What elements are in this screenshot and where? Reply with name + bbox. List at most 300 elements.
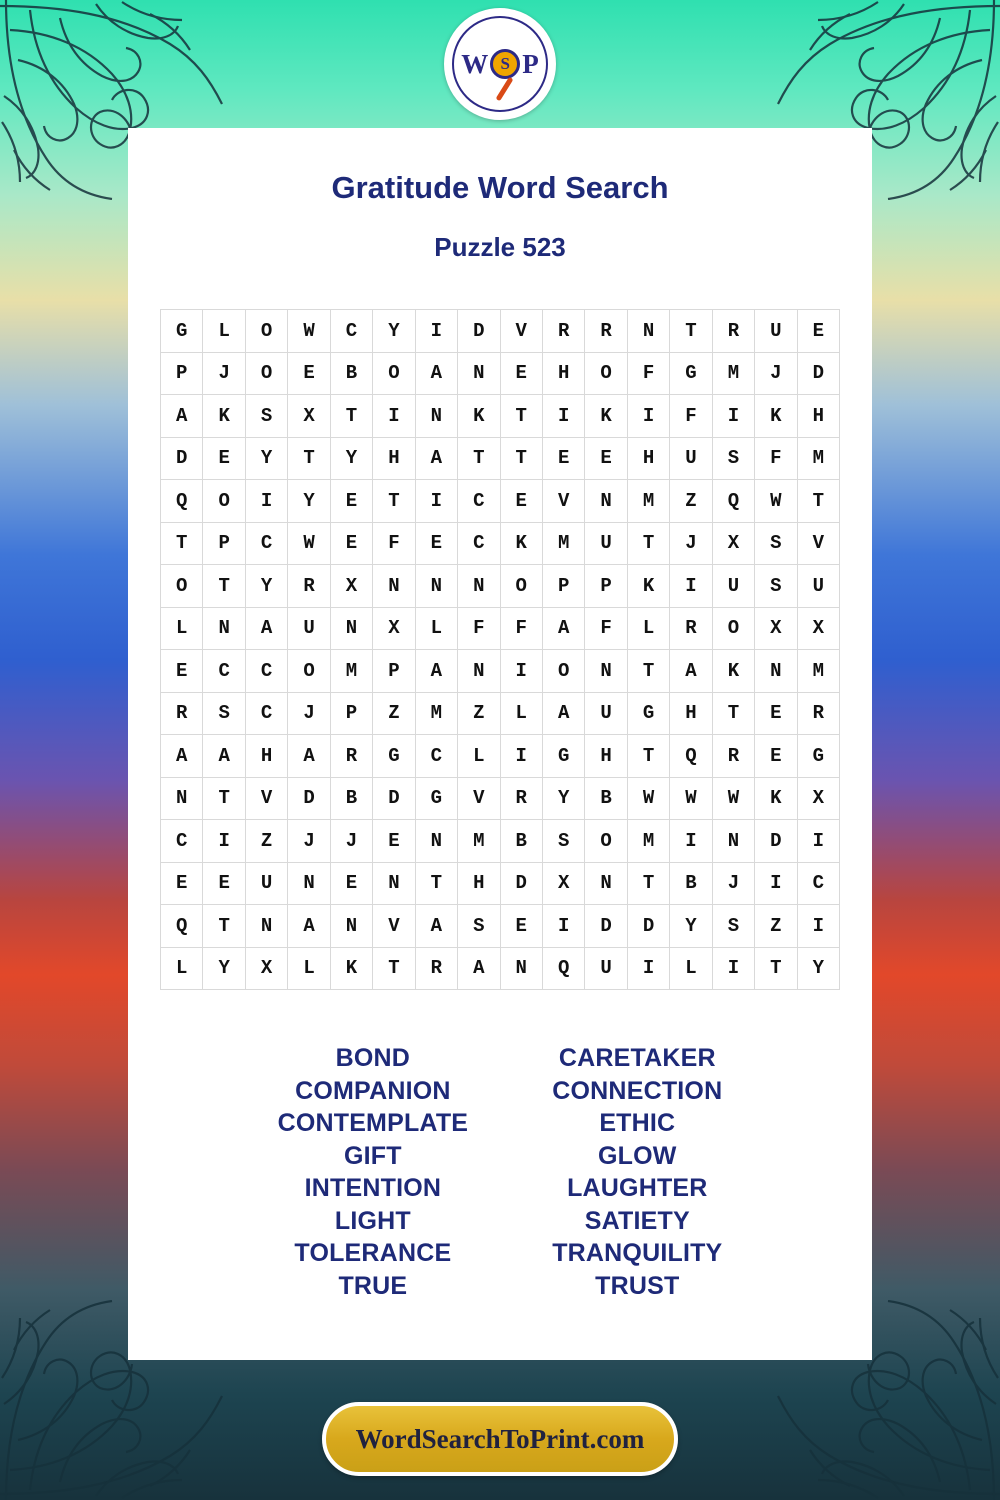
grid-cell[interactable]: D <box>500 862 542 905</box>
grid-cell[interactable]: R <box>585 310 627 353</box>
grid-cell[interactable]: I <box>203 820 245 863</box>
grid-cell[interactable]: N <box>415 395 457 438</box>
grid-cell[interactable]: M <box>415 692 457 735</box>
grid-cell[interactable]: E <box>203 862 245 905</box>
grid-cell[interactable]: N <box>627 310 669 353</box>
grid-cell[interactable]: I <box>627 947 669 990</box>
grid-cell[interactable]: G <box>415 777 457 820</box>
grid-cell[interactable]: T <box>203 905 245 948</box>
grid-cell[interactable]: I <box>500 735 542 778</box>
grid-cell[interactable]: X <box>288 395 330 438</box>
grid-cell[interactable]: T <box>627 650 669 693</box>
grid-cell[interactable]: D <box>288 777 330 820</box>
grid-cell[interactable]: V <box>797 522 839 565</box>
word-search-grid <box>160 309 840 990</box>
grid-cell[interactable]: E <box>330 862 372 905</box>
word-list-item[interactable]: LIGHT <box>334 1206 411 1235</box>
grid-cell[interactable]: G <box>627 692 669 735</box>
grid-cell[interactable]: M <box>797 650 839 693</box>
grid-cell[interactable]: W <box>755 480 797 523</box>
grid-cell[interactable]: C <box>245 650 287 693</box>
grid-cell[interactable]: P <box>330 692 372 735</box>
grid-cell[interactable]: H <box>542 352 584 395</box>
grid-cell[interactable]: L <box>500 692 542 735</box>
grid-cell[interactable]: A <box>458 947 500 990</box>
grid-cell[interactable]: X <box>373 607 415 650</box>
grid-cell[interactable]: U <box>670 437 712 480</box>
grid-cell[interactable]: U <box>585 947 627 990</box>
grid-cell[interactable]: P <box>203 522 245 565</box>
grid-cell[interactable]: B <box>500 820 542 863</box>
grid-cell[interactable]: F <box>500 607 542 650</box>
grid-cell[interactable]: X <box>797 607 839 650</box>
grid-cell[interactable]: A <box>161 395 203 438</box>
grid-cell[interactable]: T <box>627 522 669 565</box>
grid-cell[interactable]: T <box>500 395 542 438</box>
grid-cell[interactable]: I <box>373 395 415 438</box>
grid-cell[interactable]: K <box>458 395 500 438</box>
grid-cell[interactable]: X <box>542 862 584 905</box>
grid-cell[interactable]: L <box>415 607 457 650</box>
grid-cell[interactable]: V <box>245 777 287 820</box>
grid-cell[interactable]: R <box>330 735 372 778</box>
website-badge[interactable] <box>322 1402 678 1476</box>
grid-cell[interactable]: A <box>288 735 330 778</box>
grid-cell[interactable]: M <box>627 820 669 863</box>
grid-cell[interactable]: H <box>585 735 627 778</box>
grid-cell[interactable]: E <box>288 352 330 395</box>
grid-cell[interactable]: T <box>627 862 669 905</box>
grid-cell[interactable]: I <box>755 862 797 905</box>
grid-cell[interactable]: B <box>585 777 627 820</box>
grid-cell[interactable]: V <box>458 777 500 820</box>
grid-cell[interactable]: X <box>797 777 839 820</box>
grid-cell[interactable]: R <box>500 777 542 820</box>
grid-cell[interactable]: U <box>712 565 754 608</box>
grid-cell[interactable]: H <box>627 437 669 480</box>
grid-cell[interactable]: Y <box>373 310 415 353</box>
grid-cell[interactable]: I <box>500 650 542 693</box>
grid-cell[interactable]: C <box>415 735 457 778</box>
grid-cell[interactable]: L <box>161 947 203 990</box>
grid-cell[interactable]: M <box>712 352 754 395</box>
grid-cell[interactable]: E <box>203 437 245 480</box>
grid-cell[interactable]: J <box>288 692 330 735</box>
grid-cell[interactable]: E <box>755 692 797 735</box>
grid-row <box>161 395 840 438</box>
grid-cell[interactable]: T <box>288 437 330 480</box>
grid-cell[interactable]: L <box>670 947 712 990</box>
word-list-item[interactable]: TRANQUILITY <box>552 1239 723 1267</box>
grid-cell[interactable]: Q <box>161 480 203 523</box>
grid-cell[interactable]: A <box>415 352 457 395</box>
grid-cell[interactable]: C <box>330 310 372 353</box>
word-list-item[interactable]: SATIETY <box>584 1206 690 1235</box>
grid-cell[interactable]: T <box>755 947 797 990</box>
grid-cell[interactable]: N <box>585 480 627 523</box>
grid-cell[interactable]: T <box>627 735 669 778</box>
word-list-item[interactable]: GIFT <box>344 1141 402 1170</box>
grid-cell[interactable]: T <box>670 310 712 353</box>
grid-cell[interactable]: X <box>330 565 372 608</box>
grid-cell[interactable]: L <box>161 607 203 650</box>
grid-cell[interactable]: Y <box>245 565 287 608</box>
grid-cell[interactable]: G <box>797 735 839 778</box>
grid-cell[interactable]: P <box>542 565 584 608</box>
word-list-item[interactable]: TRUE <box>338 1271 408 1300</box>
grid-cell[interactable]: E <box>500 480 542 523</box>
grid-cell[interactable]: E <box>330 480 372 523</box>
grid-cell[interactable]: S <box>458 905 500 948</box>
grid-cell[interactable]: R <box>797 692 839 735</box>
grid-cell[interactable]: U <box>755 310 797 353</box>
grid-cell[interactable]: R <box>712 310 754 353</box>
grid-row <box>161 650 840 693</box>
grid-cell[interactable]: N <box>458 352 500 395</box>
grid-cell[interactable]: X <box>245 947 287 990</box>
grid-cell[interactable]: A <box>542 692 584 735</box>
grid-cell[interactable]: C <box>797 862 839 905</box>
grid-cell[interactable]: L <box>458 735 500 778</box>
grid-cell[interactable]: C <box>161 820 203 863</box>
grid-cell[interactable]: E <box>797 310 839 353</box>
grid-cell[interactable]: Q <box>161 905 203 948</box>
magnifier-icon <box>490 49 520 79</box>
grid-cell[interactable]: M <box>797 437 839 480</box>
grid-cell[interactable]: E <box>373 820 415 863</box>
word-list-item[interactable]: CONTEMPLATE <box>277 1109 469 1137</box>
grid-cell[interactable]: V <box>500 310 542 353</box>
grid-cell[interactable]: O <box>712 607 754 650</box>
grid-row <box>161 565 840 608</box>
grid-cell[interactable]: N <box>755 650 797 693</box>
grid-cell[interactable]: I <box>415 480 457 523</box>
grid-cell[interactable]: A <box>415 437 457 480</box>
grid-cell[interactable]: T <box>373 947 415 990</box>
word-list-item[interactable]: BOND <box>335 1044 411 1072</box>
grid-cell[interactable]: E <box>500 352 542 395</box>
grid-cell[interactable]: V <box>373 905 415 948</box>
word-list-column-right <box>552 1042 722 1302</box>
grid-cell[interactable]: W <box>288 310 330 353</box>
grid-cell[interactable]: K <box>585 395 627 438</box>
grid-row <box>161 692 840 735</box>
grid-cell[interactable]: P <box>373 650 415 693</box>
magnifier-handle-icon <box>495 77 513 102</box>
grid-cell[interactable]: J <box>670 522 712 565</box>
grid-cell[interactable]: B <box>670 862 712 905</box>
grid-cell[interactable]: M <box>458 820 500 863</box>
grid-cell[interactable]: M <box>542 522 584 565</box>
grid-cell[interactable]: X <box>712 522 754 565</box>
grid-cell[interactable]: N <box>203 607 245 650</box>
grid-cell[interactable]: G <box>373 735 415 778</box>
grid-cell[interactable]: S <box>203 692 245 735</box>
grid-cell[interactable]: H <box>245 735 287 778</box>
word-list-item[interactable]: TOLERANCE <box>294 1239 452 1267</box>
logo-letter-p: P <box>522 48 539 79</box>
grid-cell[interactable]: E <box>161 650 203 693</box>
grid-cell[interactable]: J <box>755 352 797 395</box>
grid-row <box>161 947 840 990</box>
grid-cell[interactable]: T <box>330 395 372 438</box>
grid-cell[interactable]: K <box>203 395 245 438</box>
grid-cell[interactable]: T <box>373 480 415 523</box>
grid-cell[interactable]: A <box>670 650 712 693</box>
grid-cell[interactable]: S <box>712 905 754 948</box>
grid-cell[interactable]: W <box>712 777 754 820</box>
grid-cell[interactable]: R <box>542 310 584 353</box>
grid-cell[interactable]: H <box>797 395 839 438</box>
grid-cell[interactable]: D <box>627 905 669 948</box>
grid-cell[interactable]: S <box>755 522 797 565</box>
word-list <box>128 1042 872 1302</box>
word-list-item[interactable]: ETHIC <box>599 1109 676 1137</box>
grid-cell[interactable]: S <box>542 820 584 863</box>
grid-cell[interactable]: R <box>712 735 754 778</box>
grid-cell[interactable]: H <box>373 437 415 480</box>
grid-cell[interactable]: T <box>161 522 203 565</box>
grid-cell[interactable]: Y <box>670 905 712 948</box>
grid-cell[interactable]: I <box>712 395 754 438</box>
grid-cell[interactable]: N <box>585 862 627 905</box>
grid-cell[interactable]: Y <box>797 947 839 990</box>
grid-cell[interactable]: A <box>415 650 457 693</box>
grid-cell[interactable]: K <box>627 565 669 608</box>
grid-row <box>161 310 840 353</box>
logo-circle <box>452 16 548 112</box>
grid-cell[interactable]: T <box>203 777 245 820</box>
grid-cell[interactable]: U <box>585 522 627 565</box>
grid-cell[interactable]: N <box>585 650 627 693</box>
grid-cell[interactable]: I <box>797 905 839 948</box>
grid-cell[interactable]: W <box>627 777 669 820</box>
word-list-item[interactable]: LAUGHTER <box>567 1174 708 1202</box>
grid-cell[interactable]: B <box>330 352 372 395</box>
grid-cell[interactable]: Y <box>330 437 372 480</box>
grid-cell[interactable]: N <box>330 905 372 948</box>
grid-cell[interactable]: K <box>330 947 372 990</box>
grid-cell[interactable]: K <box>755 777 797 820</box>
grid-cell[interactable]: F <box>458 607 500 650</box>
grid-cell[interactable]: A <box>245 607 287 650</box>
grid-cell[interactable]: T <box>712 692 754 735</box>
grid-cell[interactable]: D <box>755 820 797 863</box>
grid-cell[interactable]: G <box>161 310 203 353</box>
grid-cell[interactable]: K <box>712 650 754 693</box>
grid-cell[interactable]: T <box>203 565 245 608</box>
grid-cell[interactable]: N <box>458 650 500 693</box>
grid-cell[interactable]: O <box>373 352 415 395</box>
grid-cell[interactable]: O <box>245 352 287 395</box>
grid-cell[interactable]: K <box>500 522 542 565</box>
grid-cell[interactable]: E <box>330 522 372 565</box>
grid-cell[interactable]: R <box>670 607 712 650</box>
grid-cell[interactable]: F <box>627 352 669 395</box>
grid-cell[interactable]: L <box>288 947 330 990</box>
grid-cell[interactable]: I <box>670 820 712 863</box>
grid-cell[interactable]: U <box>288 607 330 650</box>
letter-grid-table <box>160 309 840 990</box>
grid-cell[interactable]: H <box>458 862 500 905</box>
grid-cell[interactable]: O <box>203 480 245 523</box>
grid-cell[interactable]: M <box>627 480 669 523</box>
grid-cell[interactable]: N <box>288 862 330 905</box>
grid-cell[interactable]: N <box>458 565 500 608</box>
grid-cell[interactable]: P <box>161 352 203 395</box>
grid-cell[interactable]: N <box>712 820 754 863</box>
grid-cell[interactable]: H <box>670 692 712 735</box>
grid-cell[interactable]: J <box>288 820 330 863</box>
grid-cell[interactable]: I <box>627 395 669 438</box>
grid-cell[interactable]: X <box>755 607 797 650</box>
grid-cell[interactable]: D <box>458 310 500 353</box>
grid-cell[interactable]: Z <box>670 480 712 523</box>
grid-cell[interactable]: Y <box>288 480 330 523</box>
grid-cell[interactable]: G <box>670 352 712 395</box>
grid-cell[interactable]: F <box>373 522 415 565</box>
grid-cell[interactable]: U <box>585 692 627 735</box>
grid-cell[interactable]: N <box>500 947 542 990</box>
grid-cell[interactable]: Z <box>458 692 500 735</box>
grid-cell[interactable]: F <box>585 607 627 650</box>
grid-row <box>161 480 840 523</box>
grid-cell[interactable]: L <box>203 310 245 353</box>
grid-row <box>161 905 840 948</box>
grid-cell[interactable]: O <box>542 650 584 693</box>
grid-cell[interactable]: I <box>712 947 754 990</box>
grid-cell[interactable]: J <box>330 820 372 863</box>
word-list-column-left <box>278 1042 469 1302</box>
grid-row <box>161 437 840 480</box>
grid-cell[interactable]: D <box>373 777 415 820</box>
website-label: WordSearchToPrint.com <box>355 1423 645 1454</box>
grid-cell[interactable]: Y <box>203 947 245 990</box>
grid-cell[interactable]: Z <box>245 820 287 863</box>
grid-row <box>161 735 840 778</box>
grid-cell[interactable]: E <box>755 735 797 778</box>
word-list-item[interactable]: TRUST <box>595 1271 680 1300</box>
grid-cell[interactable]: O <box>245 310 287 353</box>
grid-cell[interactable]: S <box>712 437 754 480</box>
grid-cell[interactable]: R <box>161 692 203 735</box>
grid-cell[interactable]: C <box>203 650 245 693</box>
grid-cell[interactable]: O <box>585 820 627 863</box>
grid-cell[interactable]: N <box>373 862 415 905</box>
grid-cell[interactable]: Z <box>373 692 415 735</box>
grid-cell[interactable]: Q <box>542 947 584 990</box>
word-list-item[interactable]: GLOW <box>598 1141 677 1170</box>
grid-cell[interactable]: E <box>500 905 542 948</box>
grid-cell[interactable]: Q <box>670 735 712 778</box>
grid-cell[interactable]: F <box>755 437 797 480</box>
word-list-item[interactable]: CONNECTION <box>552 1076 723 1105</box>
grid-cell[interactable]: J <box>712 862 754 905</box>
brand-logo <box>444 8 556 120</box>
grid-cell[interactable]: L <box>627 607 669 650</box>
grid-cell[interactable]: S <box>245 395 287 438</box>
grid-cell[interactable]: A <box>203 735 245 778</box>
grid-cell[interactable]: C <box>458 522 500 565</box>
grid-cell[interactable]: Y <box>542 777 584 820</box>
grid-row <box>161 352 840 395</box>
grid-cell[interactable]: J <box>203 352 245 395</box>
grid-cell[interactable]: N <box>245 905 287 948</box>
grid-cell[interactable]: A <box>415 905 457 948</box>
grid-cell[interactable]: U <box>245 862 287 905</box>
grid-cell[interactable]: N <box>330 607 372 650</box>
grid-cell[interactable]: I <box>670 565 712 608</box>
grid-cell[interactable]: A <box>161 735 203 778</box>
grid-cell[interactable]: T <box>797 480 839 523</box>
grid-cell[interactable]: A <box>542 607 584 650</box>
grid-cell[interactable]: O <box>500 565 542 608</box>
grid-cell[interactable]: M <box>330 650 372 693</box>
grid-cell[interactable]: D <box>585 905 627 948</box>
grid-cell[interactable]: P <box>585 565 627 608</box>
grid-cell[interactable]: N <box>161 777 203 820</box>
grid-cell[interactable]: O <box>288 650 330 693</box>
grid-cell[interactable]: W <box>288 522 330 565</box>
grid-cell[interactable]: E <box>585 437 627 480</box>
grid-cell[interactable]: C <box>458 480 500 523</box>
grid-cell[interactable]: N <box>373 565 415 608</box>
grid-cell[interactable]: Z <box>755 905 797 948</box>
logo-letter-s: S <box>500 54 510 73</box>
grid-cell[interactable]: R <box>415 947 457 990</box>
grid-cell[interactable]: C <box>245 692 287 735</box>
logo-letter-w: W <box>461 48 489 79</box>
grid-cell[interactable]: O <box>161 565 203 608</box>
grid-cell[interactable]: K <box>755 395 797 438</box>
word-list-item[interactable]: INTENTION <box>304 1174 442 1202</box>
grid-cell[interactable]: R <box>288 565 330 608</box>
grid-cell[interactable]: U <box>797 565 839 608</box>
grid-cell[interactable]: I <box>245 480 287 523</box>
grid-cell[interactable]: A <box>288 905 330 948</box>
word-list-item[interactable]: COMPANION <box>295 1076 451 1105</box>
grid-cell[interactable]: Q <box>712 480 754 523</box>
grid-cell[interactable]: I <box>542 395 584 438</box>
grid-cell[interactable]: I <box>415 310 457 353</box>
grid-cell[interactable]: V <box>542 480 584 523</box>
grid-cell[interactable]: E <box>161 862 203 905</box>
word-list-item[interactable]: CARETAKER <box>558 1044 716 1072</box>
page-title: Gratitude Word Search <box>331 170 669 205</box>
grid-cell[interactable]: E <box>542 437 584 480</box>
grid-cell[interactable]: G <box>542 735 584 778</box>
grid-cell[interactable]: W <box>670 777 712 820</box>
grid-cell[interactable]: N <box>415 565 457 608</box>
grid-cell[interactable]: N <box>415 820 457 863</box>
grid-cell[interactable]: T <box>500 437 542 480</box>
grid-cell[interactable]: T <box>415 862 457 905</box>
puzzle-sheet <box>128 128 872 1360</box>
grid-cell[interactable]: I <box>797 820 839 863</box>
grid-cell[interactable]: B <box>330 777 372 820</box>
grid-cell[interactable]: F <box>670 395 712 438</box>
puzzle-number: Puzzle 523 <box>434 232 566 262</box>
grid-cell[interactable]: S <box>755 565 797 608</box>
grid-cell[interactable]: D <box>797 352 839 395</box>
grid-cell[interactable]: I <box>542 905 584 948</box>
grid-cell[interactable]: D <box>161 437 203 480</box>
grid-cell[interactable]: O <box>585 352 627 395</box>
grid-cell[interactable]: T <box>458 437 500 480</box>
grid-cell[interactable]: Y <box>245 437 287 480</box>
grid-cell[interactable]: C <box>245 522 287 565</box>
grid-cell[interactable]: E <box>415 522 457 565</box>
